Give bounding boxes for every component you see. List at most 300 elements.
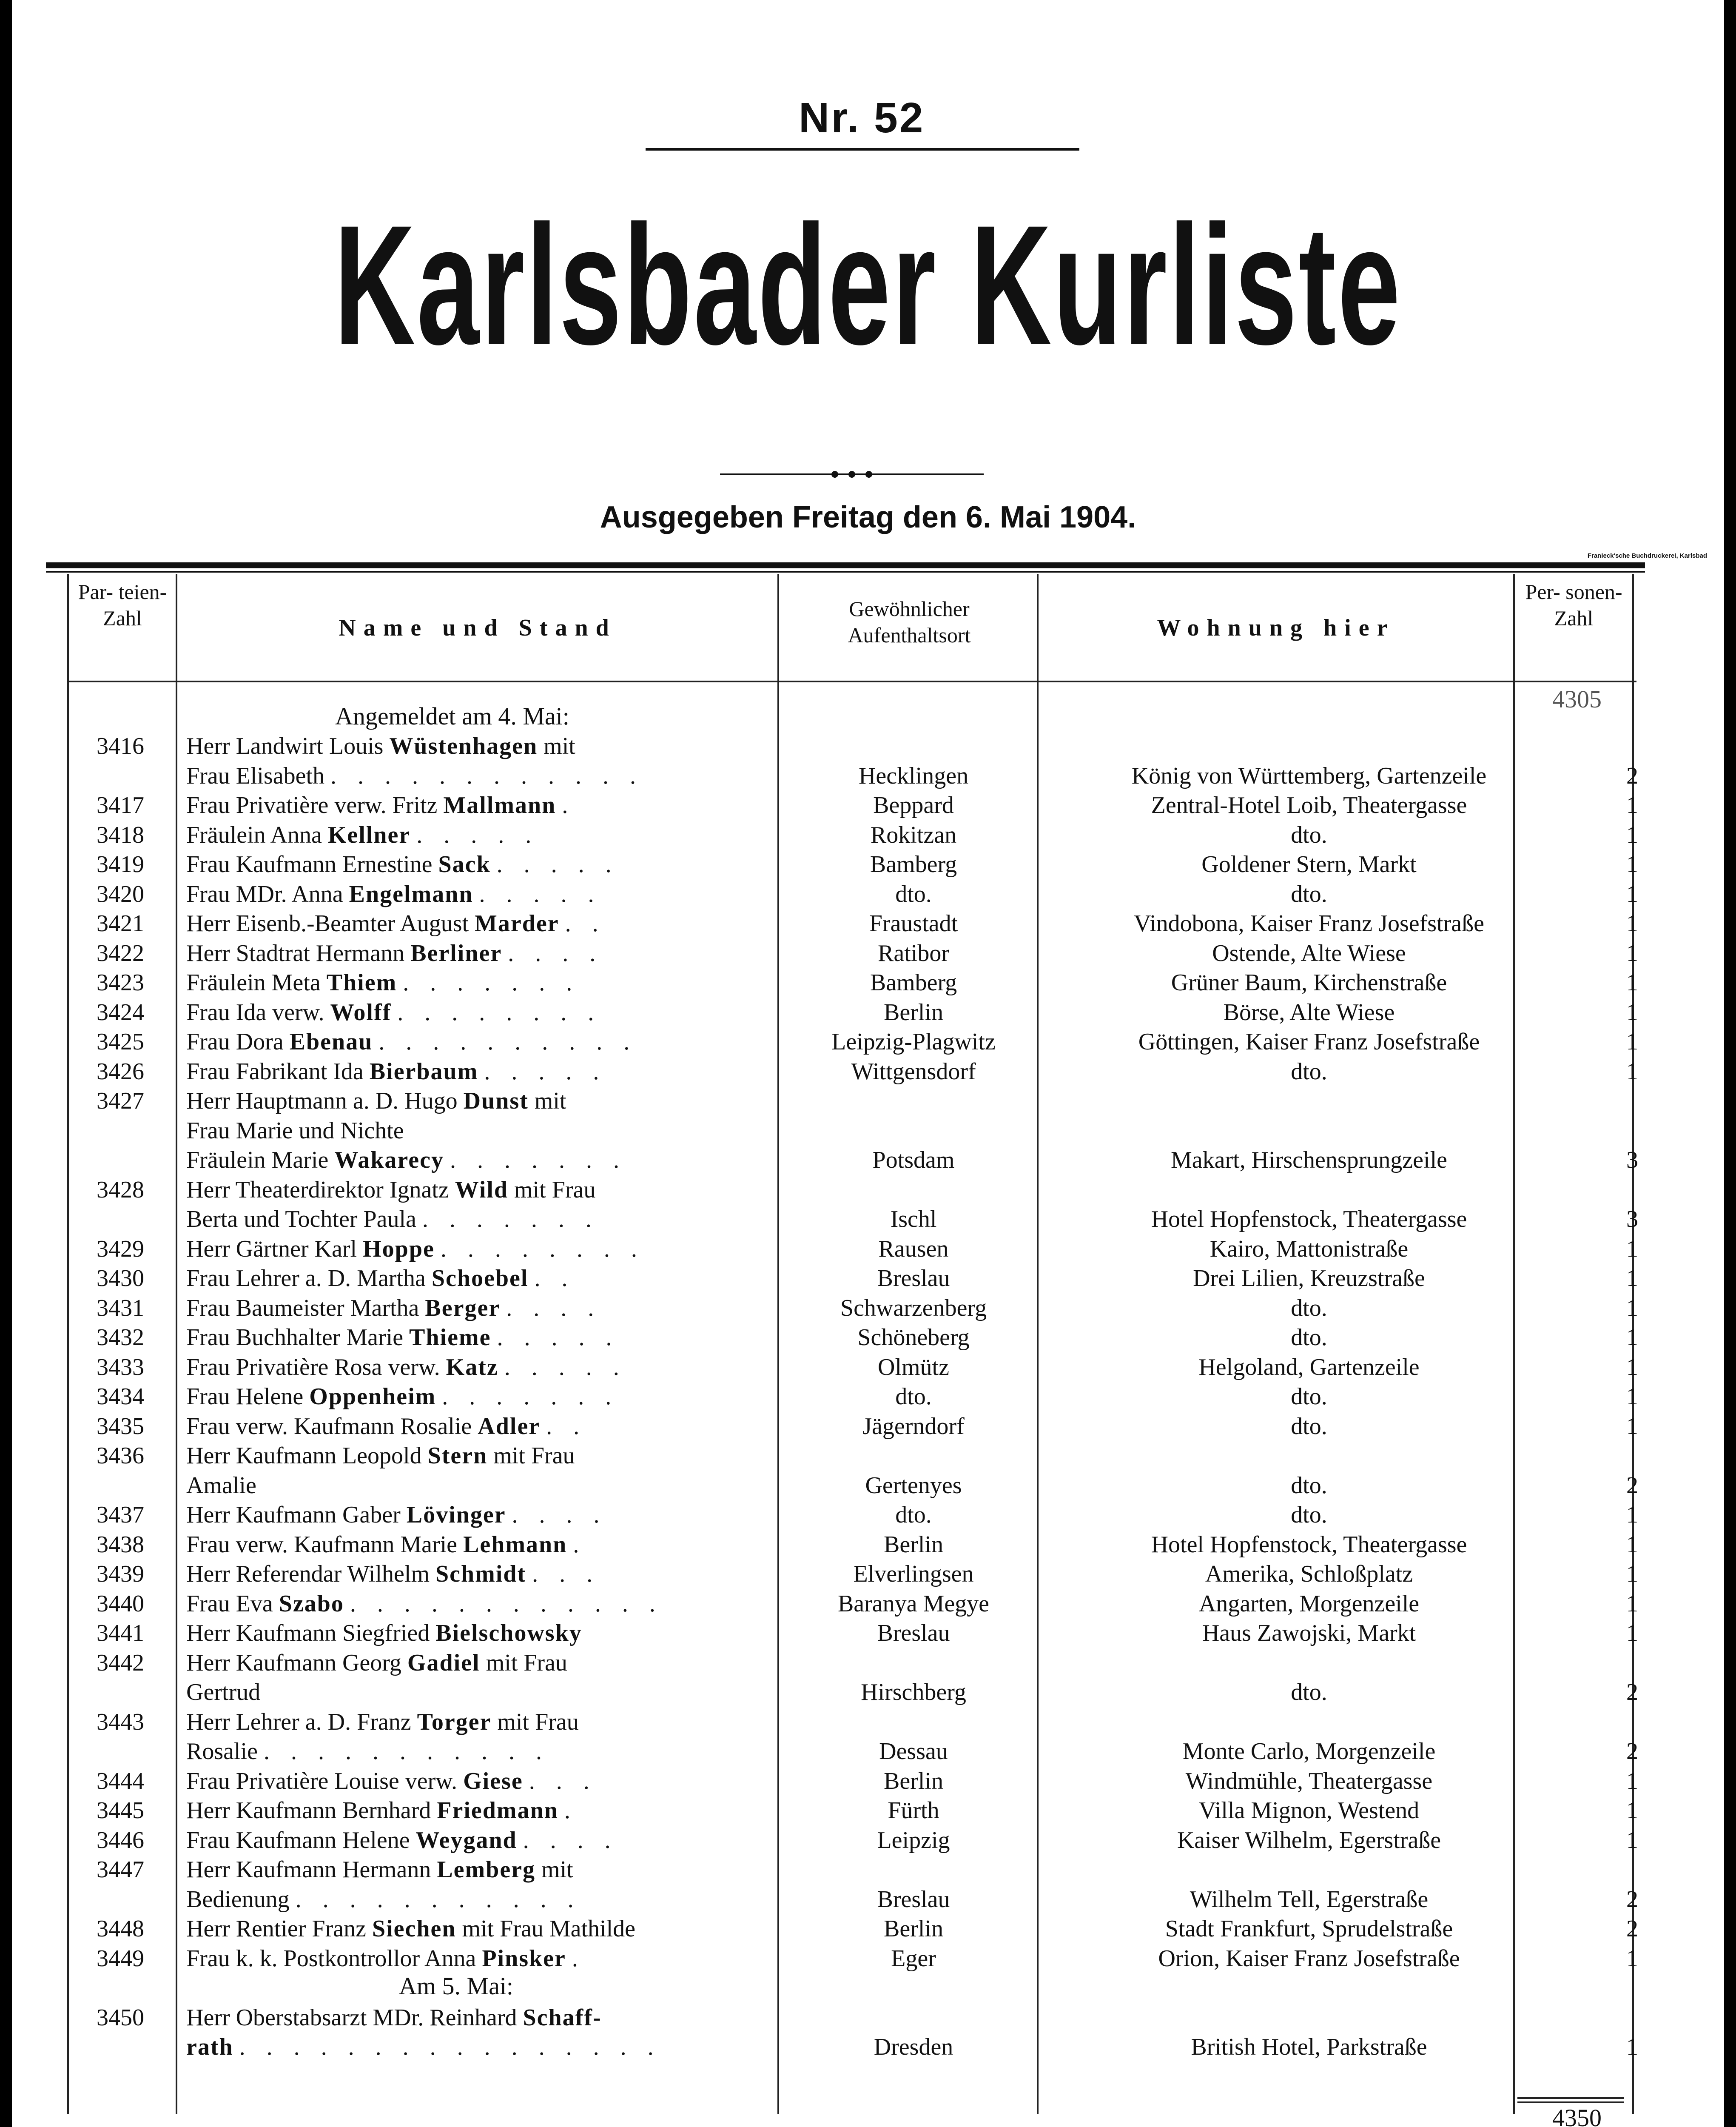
persons: 2 [1626, 1916, 1638, 1942]
surname: Bielschowsky [435, 1620, 582, 1646]
entry-name [186, 1737, 824, 1766]
party-number: 3421 [97, 910, 144, 937]
table-row [67, 1767, 1636, 1796]
origin: Hirschberg [861, 1679, 966, 1705]
origin: Ratibor [878, 940, 949, 967]
surname: Friedmann [437, 1797, 558, 1824]
residence: Ostende, Alte Wiese [1212, 940, 1406, 967]
spacer [344, 1591, 350, 1617]
persons: 1 [1626, 999, 1638, 1026]
persons: 2 [1626, 1886, 1638, 1913]
origin: Leipzig-Plagwitz [831, 1029, 996, 1055]
party-number: 3426 [97, 1058, 144, 1085]
origin: Eger [891, 1945, 936, 1972]
origin: Dresden [874, 2034, 953, 2060]
name-text: Herr Lehrer a. D. Franz [186, 1708, 417, 1735]
spacer [435, 1236, 441, 1262]
entry-name [186, 1382, 824, 1411]
name-text: Frau Privatière Rosa verw. [186, 1354, 446, 1380]
residence: Windmühle, Theatergasse [1185, 1768, 1433, 1794]
leader-dots: . . [546, 1413, 587, 1440]
leader-dots: . . . . . . . [422, 1206, 599, 1232]
origin: dto. [895, 1502, 932, 1528]
origin: Breslau [877, 1265, 950, 1292]
origin: dto. [895, 881, 932, 907]
table-row [67, 1382, 1636, 1411]
table-row [67, 1796, 1636, 1825]
spacer [566, 1945, 572, 1972]
name-text: Berta und Tochter Paula [186, 1206, 416, 1232]
spacer [444, 1147, 450, 1173]
entry-name [186, 1708, 824, 1736]
residence: König von Württemberg, Gartenzeile [1131, 762, 1487, 789]
spacer [258, 1738, 264, 1765]
leader-dots: . . . . . [416, 821, 539, 848]
spacer [498, 1354, 504, 1380]
entry-name [186, 880, 824, 909]
persons: 2 [1626, 1472, 1638, 1499]
leader-dots: . . . . . . . . [440, 1235, 645, 1262]
name-text: Herr Gärtner Karl [186, 1235, 363, 1262]
leader-dots: . . . . [512, 1502, 607, 1528]
spacer [526, 1561, 532, 1587]
spacer [473, 881, 479, 907]
persons: 1 [1626, 1413, 1638, 1440]
name-text: mit Frau [487, 1443, 575, 1469]
residence: Zentral-Hotel Loib, Theatergasse [1151, 792, 1467, 818]
ornament-rule [720, 468, 984, 481]
residence: Wilhelm Tell, Egerstraße [1190, 1886, 1429, 1913]
surname: Szabo [279, 1590, 344, 1617]
page-title: Karlsbader Kurliste [334, 190, 1402, 380]
persons: 1 [1626, 940, 1638, 967]
leader-dots: . . . . . [497, 1324, 620, 1351]
residence: Makart, Hirschensprungzeile [1171, 1147, 1447, 1173]
leader-dots: . . . . . . . . [397, 999, 602, 1026]
party-number: 3428 [97, 1176, 144, 1203]
name-text: Frau k. k. Postkontrollor Anna [186, 1945, 482, 1972]
persons: 2 [1626, 762, 1638, 789]
table-row [67, 1235, 1636, 1263]
table-row [67, 1441, 1636, 1470]
table-row [67, 1353, 1636, 1382]
name-text: Frau verw. Kaufmann Marie [186, 1531, 464, 1558]
name-text: Herr Kaufmann Hermann [186, 1856, 437, 1883]
party-number: 3424 [97, 999, 144, 1026]
party-number: 3438 [97, 1531, 144, 1558]
name-text: Herr Kaufmann Siegfried [186, 1620, 436, 1646]
name-text: Frau Buchhalter Marie [186, 1324, 410, 1351]
total-persons: 4350 [1552, 2104, 1602, 2127]
name-text: Frau Ida verw. [186, 999, 330, 1026]
persons: 3 [1626, 1206, 1638, 1232]
surname: Berliner [410, 940, 502, 967]
spacer [373, 1029, 379, 1055]
name-text: Herr Referendar Wilhelm [186, 1561, 436, 1587]
entry-name [186, 1589, 824, 1618]
residence: Monte Carlo, Morgenzeile [1182, 1738, 1436, 1765]
origin: Potsdam [872, 1147, 955, 1173]
persons: 1 [1626, 1265, 1638, 1292]
table-row [67, 821, 1636, 850]
name-text: . [556, 792, 568, 818]
spacer [491, 1324, 497, 1351]
entry-name [186, 1767, 824, 1796]
origin: Jägerndorf [862, 1413, 965, 1440]
party-number: 3435 [97, 1413, 144, 1440]
leader-dots: . [573, 1531, 587, 1558]
name-text: Fräulein Meta [186, 969, 327, 996]
entry-name [186, 1619, 824, 1648]
surname: Mallmann [443, 792, 556, 818]
spacer [502, 940, 508, 967]
surname: Wolff [330, 999, 392, 1026]
origin: Schöneberg [857, 1324, 970, 1351]
table-row [67, 1116, 1636, 1145]
party-number: 3441 [97, 1620, 144, 1646]
residence: Göttingen, Kaiser Franz Josefstraße [1138, 1029, 1480, 1055]
party-number: 3427 [97, 1088, 144, 1114]
residence: Vindobona, Kaiser Franz Josefstraße [1134, 910, 1484, 937]
name-text: Fräulein Anna [186, 821, 328, 848]
residence: Angarten, Morgenzeile [1198, 1590, 1420, 1617]
party-number: 3432 [97, 1324, 144, 1351]
party-number: 3447 [97, 1856, 144, 1883]
party-number: 3436 [97, 1443, 144, 1469]
name-text: mit Frau [508, 1176, 596, 1203]
entry-name [186, 1057, 824, 1086]
party-number: 3444 [97, 1768, 144, 1794]
origin: Berlin [884, 999, 943, 1026]
party-number: 3420 [97, 881, 144, 907]
table-row [67, 791, 1636, 820]
spacer [540, 1413, 546, 1440]
entry-name [186, 1323, 824, 1352]
sum-rule [1517, 2101, 1624, 2103]
spacer [233, 2034, 239, 2060]
table-row [67, 1678, 1636, 1707]
persons: 1 [1626, 1354, 1638, 1380]
entry-name [186, 1264, 824, 1293]
surname: Gadiel [407, 1649, 480, 1676]
residence: Kairo, Mattonistraße [1210, 1235, 1409, 1262]
table-row [67, 1264, 1636, 1293]
party-number: 3431 [97, 1294, 144, 1321]
spacer [500, 1295, 506, 1321]
persons: 1 [1626, 821, 1638, 848]
table-row [67, 1708, 1636, 1736]
leader-dots: . . . . . . . . . . . . [350, 1590, 663, 1617]
name-text: Herr Landwirt Louis [186, 733, 390, 759]
sum-rule [1517, 2097, 1624, 2099]
entry-name [186, 732, 824, 761]
table-row [67, 1589, 1636, 1618]
origin: Breslau [877, 1620, 950, 1646]
top-rule [46, 562, 1645, 568]
residence: Grüner Baum, Kirchenstraße [1171, 969, 1447, 996]
name-text: Herr Eisenb.-Beamter August [186, 910, 475, 937]
origin: Hecklingen [858, 762, 969, 789]
page [12, 0, 1724, 2127]
persons: 1 [1626, 1235, 1638, 1262]
name-text: mit [538, 733, 575, 759]
persons: 2 [1626, 1679, 1638, 1705]
entry-name [186, 1885, 824, 1914]
table-row [67, 1944, 1636, 1973]
entry-name [186, 1412, 824, 1441]
origin: Bamberg [870, 969, 957, 996]
entry-name [186, 1648, 824, 1677]
surname: Pinsker [482, 1945, 566, 1972]
persons: 1 [1626, 1294, 1638, 1321]
party-number: 3437 [97, 1502, 144, 1528]
residence: Goldener Stern, Markt [1201, 851, 1417, 878]
name-text: Frau Marie und Nichte [186, 1117, 404, 1144]
table-row [67, 1146, 1636, 1175]
leader-dots: . [564, 1797, 578, 1824]
entry-name [186, 939, 824, 968]
name-text: Amalie [186, 1472, 256, 1499]
entry-name [186, 821, 824, 850]
residence: dto. [1291, 881, 1327, 907]
name-text: Frau Helene [186, 1383, 310, 1410]
party-number: 3422 [97, 940, 144, 967]
leader-dots: . . . . . . . [403, 969, 580, 996]
leader-dots: . . . . . [496, 851, 619, 878]
table-row [67, 2003, 1636, 2032]
table-row [67, 939, 1636, 968]
table-row [67, 880, 1636, 909]
leader-dots: . . [534, 1265, 575, 1292]
name-text: mit [528, 1088, 566, 1114]
entry-name [186, 2033, 824, 2061]
residence: Hotel Hopfenstock, Theatergasse [1151, 1531, 1467, 1558]
persons: 3 [1626, 1147, 1638, 1173]
name-text: Herr Kaufmann Georg [186, 1649, 407, 1676]
name-text: Frau verw. Kaufmann Rosalie [186, 1413, 478, 1440]
leader-dots: . . . . . [484, 1058, 607, 1085]
residence: dto. [1291, 1472, 1327, 1499]
name-text: Frau Eva [186, 1590, 279, 1617]
leader-dots: . . . . . [479, 881, 602, 907]
table-row [67, 968, 1636, 997]
party-number: 3430 [97, 1265, 144, 1292]
name-text: Herr Kaufmann Bernhard [186, 1797, 437, 1824]
origin: Beppard [873, 792, 954, 818]
party-number: 3417 [97, 792, 144, 818]
party-number: 3419 [97, 851, 144, 878]
residence: Kaiser Wilhelm, Egerstraße [1177, 1827, 1441, 1853]
origin: Rokitzan [870, 821, 957, 848]
name-text: Frau Kaufmann Helene [186, 1827, 416, 1853]
persons: 1 [1626, 1561, 1638, 1587]
name-text: Frau MDr. Anna [186, 881, 349, 907]
surname: Thieme [409, 1324, 491, 1351]
persons: 1 [1626, 969, 1638, 996]
persons: 1 [1626, 1797, 1638, 1824]
entry-name [186, 1116, 824, 1145]
leader-dots: . [572, 1945, 586, 1972]
residence: Drei Lilien, Kreuzstraße [1193, 1265, 1425, 1292]
table-row [67, 1560, 1636, 1588]
origin: Berlin [884, 1768, 943, 1794]
name-text: Frau Privatière verw. Fritz [186, 792, 444, 818]
spacer [324, 763, 330, 789]
name-text: Herr Stadtrat Hermann [186, 940, 411, 967]
surname: Stern [427, 1443, 488, 1469]
name-text: Herr Kaufmann Gaber [186, 1502, 407, 1528]
table-row [67, 1205, 1636, 1234]
entry-name [186, 791, 824, 820]
spacer [397, 969, 403, 996]
surname: Berger [425, 1294, 501, 1321]
spacer [491, 851, 497, 878]
surname: Wakarecy [334, 1147, 444, 1173]
residence: Stadt Frankfurt, Sprudelstraße [1165, 1916, 1453, 1942]
origin: Wittgensdorf [851, 1058, 976, 1085]
entry-name [186, 968, 824, 997]
persons: 1 [1626, 851, 1638, 878]
surname: Lehmann [463, 1531, 567, 1558]
party-number: 3423 [97, 969, 144, 996]
surname: Giese [463, 1768, 523, 1794]
entry-name [186, 2003, 824, 2032]
residence: dto. [1291, 1679, 1327, 1705]
spacer [416, 1206, 422, 1232]
table-row [67, 2033, 1636, 2061]
surname: Engelmann [349, 881, 473, 907]
party-number: 3446 [97, 1827, 144, 1853]
name-text: Herr Rentier Franz [186, 1916, 372, 1942]
surname: Kellner [327, 821, 411, 848]
party-number: 3448 [97, 1916, 144, 1942]
divider [646, 148, 1079, 151]
party-number: 3425 [97, 1029, 144, 1055]
spacer [436, 1383, 442, 1410]
table-row [67, 1412, 1636, 1441]
leader-dots: . . . . . . . . . . . [263, 1738, 549, 1765]
persons: 1 [1626, 1029, 1638, 1055]
persons: 1 [1626, 1768, 1638, 1794]
persons: 1 [1626, 792, 1638, 818]
surname: Adler [478, 1413, 541, 1440]
entry-name [186, 1353, 824, 1382]
name-text: Gertrud [186, 1679, 261, 1705]
origin: Fraustadt [869, 910, 958, 937]
surname: Schaff- [523, 2004, 602, 2031]
header-origin: Gewöhnlicher Aufenthaltsort [848, 597, 971, 647]
leader-dots: . . [565, 910, 606, 937]
party-number: 3440 [97, 1590, 144, 1617]
leader-dots: . . . . [508, 940, 603, 967]
table-row [67, 1175, 1636, 1204]
party-number: 3445 [97, 1797, 144, 1824]
persons: 1 [1626, 1324, 1638, 1351]
party-number: 3418 [97, 821, 144, 848]
surname: Ebenau [289, 1029, 373, 1055]
table-row [67, 1885, 1636, 1914]
persons: 1 [1626, 1827, 1638, 1853]
origin: Ischl [890, 1206, 937, 1232]
leader-dots: . . . [529, 1768, 597, 1794]
leader-dots: . . . . . . . [442, 1383, 619, 1410]
leader-dots: . . . . . . . . . . . . [330, 762, 644, 789]
spacer [558, 1797, 564, 1824]
table-row [67, 1086, 1636, 1115]
name-text: Rosalie [186, 1738, 258, 1765]
name-text: Herr Theaterdirektor Ignatz [186, 1176, 455, 1203]
spacer [517, 1827, 523, 1853]
entry-name [186, 1796, 824, 1825]
spacer [506, 1502, 512, 1528]
residence: dto. [1291, 1413, 1327, 1440]
table-row [67, 732, 1636, 761]
origin: Berlin [884, 1531, 943, 1558]
residence: dto. [1291, 1324, 1327, 1351]
party-number: 3443 [97, 1708, 144, 1735]
table-row [67, 1737, 1636, 1766]
entry-name [186, 1235, 824, 1263]
origin: Breslau [877, 1886, 950, 1913]
surname: Bierbaum [369, 1058, 478, 1085]
name-text: Fräulein Marie [186, 1147, 335, 1173]
spacer [528, 1265, 534, 1292]
origin: dto. [895, 1383, 932, 1410]
residence: Orion, Kaiser Franz Josefstraße [1158, 1945, 1460, 1972]
persons: 1 [1626, 1531, 1638, 1558]
entry-name [186, 1294, 824, 1323]
table-row [67, 1027, 1636, 1056]
origin: Berlin [884, 1916, 943, 1942]
entry-name [186, 1205, 824, 1234]
name-text: mit Frau [480, 1649, 567, 1676]
spacer [410, 822, 416, 848]
entry-name [186, 998, 824, 1027]
party-number: 3450 [97, 2004, 144, 2031]
name-text: Frau Kaufmann Ernestine [186, 851, 438, 878]
table-row [67, 761, 1636, 790]
spacer [290, 1886, 296, 1913]
residence: Haus Zawojski, Markt [1202, 1620, 1416, 1646]
table-row [67, 1294, 1636, 1323]
name-text: Herr Oberstabsarzt MDr. Reinhard [186, 2004, 523, 2031]
name-text: Frau Lehrer a. D. Martha [186, 1265, 432, 1292]
residence: Börse, Alte Wiese [1223, 999, 1395, 1026]
table-row [67, 909, 1636, 938]
persons: 1 [1626, 2034, 1638, 2060]
surname: Lövinger [406, 1502, 506, 1528]
residence: dto. [1291, 1502, 1327, 1528]
header-name: Name und Stand [339, 615, 617, 641]
leader-dots: . . . . . . . . . . . [295, 1886, 581, 1913]
leader-dots: . . . [532, 1561, 600, 1587]
name-text: Frau Baumeister Martha [186, 1294, 425, 1321]
name-text: mit [535, 1856, 573, 1883]
table-row [67, 998, 1636, 1027]
printer-note: Franieck'sche Buchdruckerei, Karlsbad [1587, 552, 1707, 559]
table-row [67, 1648, 1636, 1677]
surname: rath [186, 2034, 233, 2060]
table-row [67, 1471, 1636, 1500]
leader-dots: . . . . [523, 1827, 618, 1853]
persons: 1 [1626, 1945, 1638, 1972]
origin: Dessau [879, 1738, 948, 1765]
table-row [67, 1057, 1636, 1086]
surname: Katz [446, 1354, 498, 1380]
residence: British Hotel, Parkstraße [1191, 2034, 1427, 2060]
origin: Leipzig [877, 1827, 950, 1853]
table-row [67, 1500, 1636, 1529]
